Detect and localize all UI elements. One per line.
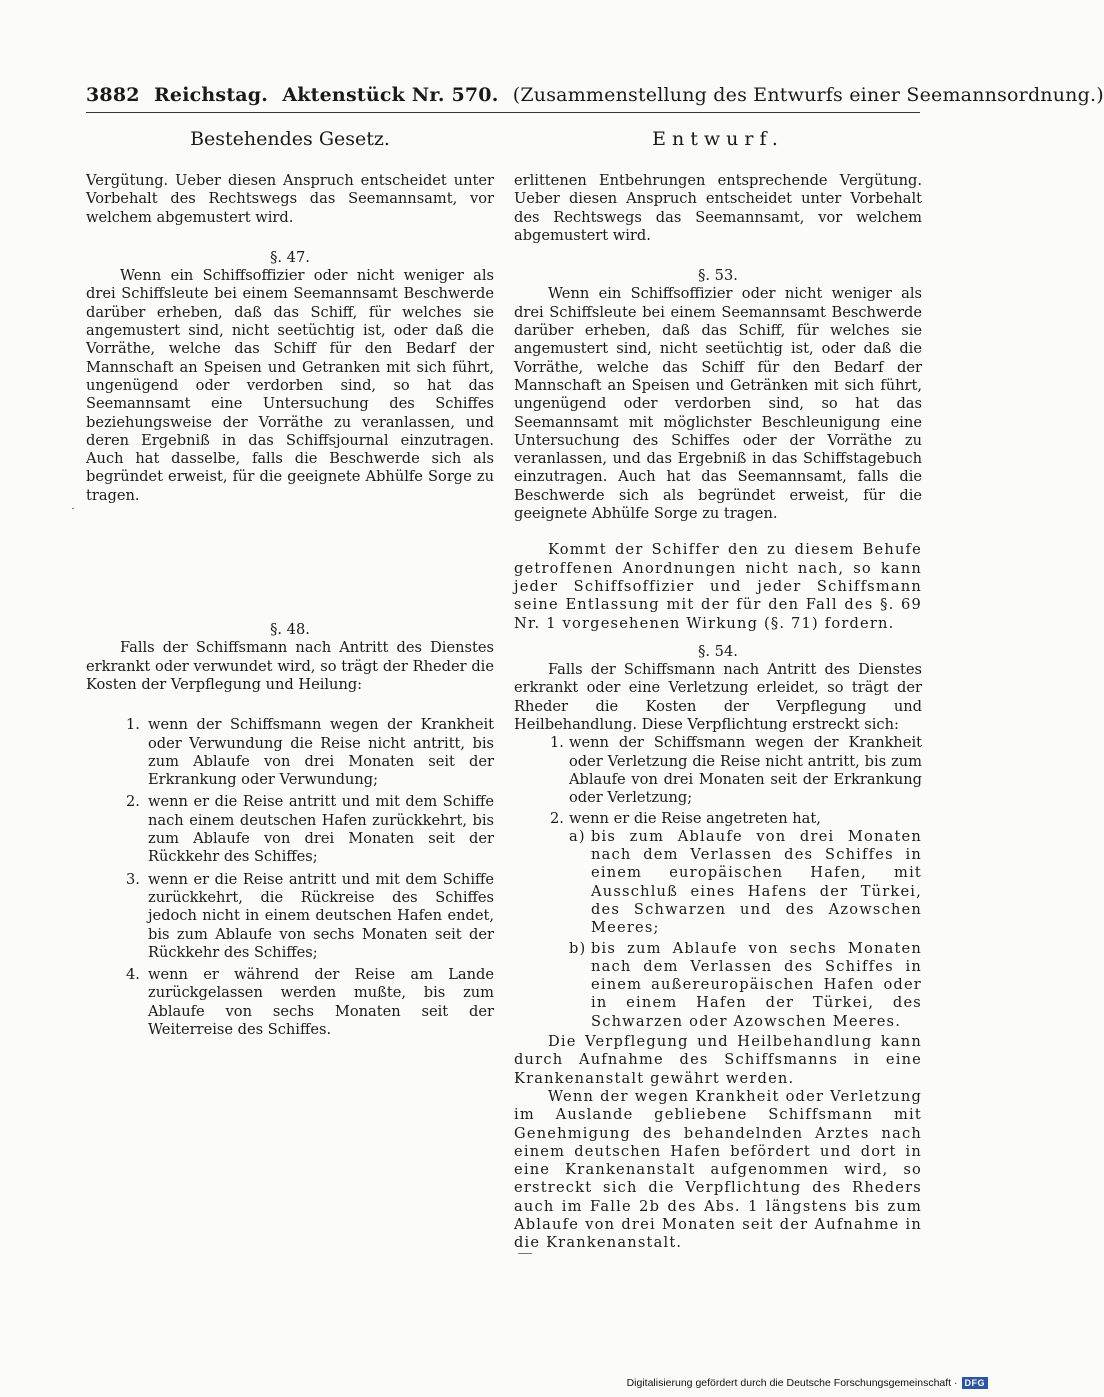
page-number: 3882: [86, 84, 140, 106]
list-item: 2. wenn er die Reise angetreten hat, a) bis zum Ablaufe von drei Monaten nach dem Verlassen des Schiffes in einem europäischen Hafen, mit Ausschluß eines Hafens der Türkei, des Schwarzen und des Azowschen Meeres; b) bis zum Ablaufe von sechs Monaten nach dem Verlassen des Schiffes in einem außereuropäischen Hafen oder in einem Hafen der Türkei, des Schwarzen oder Azowschen Meeres.: [550, 809, 922, 1030]
left-column-title: Bestehendes Gesetz.: [190, 128, 390, 150]
dfg-logo: DFG: [962, 1377, 989, 1389]
header-aktenstueck: Aktenstück Nr. 570.: [282, 84, 499, 106]
list-item: 1. wenn der Schiffsmann wegen der Krankheit oder Verletzung die Reise nicht antritt, bis zum Ablaufe von drei Monaten seit der Erkrankung oder Verletzung;: [550, 734, 922, 807]
sublist-item: a) bis zum Ablaufe von drei Monaten nach dem Verlassen des Schiffes in einem europäischen Hafen, mit Ausschluß eines Hafens der Türkei, des Schwarzen und des Azowschen Meeres;: [569, 827, 922, 937]
section-53-text: Wenn ein Schiffsoffizier oder nicht weniger als drei Schiffsleute bei einem Seemannsamt Beschwerde darüber erheben, daß das Schiff, für welches sie angemustert sind, nicht seetüchtig ist, oder daß die Vorräthe, welche das Schiff für den Bedarf der Mannschaft an Speisen und Getränken mit sich führt, ungenügend oder verdorben sind, so hat das Seemannsamt mit möglichster Beschleunigung eine Untersuchung des Schiffes oder der Vorräthe zu veranlassen, und das Ergebniß in das Schiffstagebuch einzutragen. Auch hat das Seemannsamt, falls die Beschwerde sich als begründet erweist, für die geeignete Abhülfe Sorge zu tragen.: [514, 285, 922, 523]
section-47-heading: §. 47.: [270, 248, 310, 266]
section-54-text: Falls der Schiffsmann nach Antritt des Dienstes erkrankt oder eine Verletzung erleidet, so trägt der Rheder die Kosten der Verpflegung und Heilbehandlung. Diese Verpflichtung erstreckt sich:: [514, 661, 922, 734]
page-header: [86, 84, 1104, 106]
page-footer: [627, 1377, 988, 1389]
right-column-draft: [514, 128, 922, 1253]
section-48-text: Falls der Schiffsmann nach Antritt des Dienstes erkrankt oder verwundet wird, so trägt der Rheder die Kosten der Verpflegung und Heilung:: [86, 639, 494, 693]
list-item: 1. wenn der Schiffsmann wegen der Krankheit oder Verwundung die Reise nicht antritt, bis zum Ablaufe von drei Monaten seit der Erkrankung oder Verwundung;: [126, 716, 494, 789]
section-54-heading: §. 54.: [698, 642, 738, 660]
section-54-list: [514, 734, 922, 1031]
section-54-sublist: [569, 828, 922, 1031]
section-48-heading: §. 48.: [270, 621, 310, 639]
section-54-text-2: Die Verpflegung und Heilbehandlung kann durch Aufnahme des Schiffsmanns in eine Krankenanstalt gewährt werden.: [514, 1033, 922, 1087]
list-item: 3. wenn er die Reise antritt und mit dem Schiffe zurückkehrt, die Rückreise des Schiffes jedoch nicht in einem deutschen Hafen endet, bis zum Ablaufe von sechs Monaten seit der Rückkehr des Schiffes;: [126, 870, 494, 961]
footer-credit: Digitalisierung gefördert durch die Deutsche Forschungsgemeinschaft ·: [626, 1377, 958, 1389]
section-47-text: Wenn ein Schiffsoffizier oder nicht weniger als drei Schiffsleute bei einem Seemannsamt Beschwerde darüber erheben, daß das Schiff, für welches sie angemustert sind, nicht seetüchtig ist, oder daß die Vorräthe, welche das Schiff für den Bedarf der Mannschaft an Speisen und Getranken mit sich führt, ungenügend oder verdorben sind, so hat das Seemannsamt eine Untersuchung des Schiffes beziehungsweise der Vorräthe zu veranlassen, und deren Ergebniß in das Schiffsjournal einzutragen. Auch hat dasselbe, falls die Beschwerde sich als begründet erweist, für die geeignete Abhülfe Sorge zu tragen.: [86, 267, 494, 504]
print-speck: [518, 1253, 532, 1254]
left-intro-paragraph: Vergütung. Ueber diesen Anspruch entscheidet unter Vorbehalt des Rechtswegs das Seemannsamt, vor welchem abgemustert wird.: [86, 172, 494, 226]
section-53-text-2: Kommt der Schiffer den zu diesem Behufe getroffenen Anordnungen nicht nach, so kann jeder Schiffsoffizier und jeder Schiffsmann seine Entlassung mit der für den Fall des §. 69 Nr. 1 vorgesehenen Wirkung (§. 71) fordern.: [514, 541, 922, 632]
header-reichstag: Reichstag.: [153, 84, 269, 106]
print-speck: [72, 508, 74, 509]
list-item: 2. wenn er die Reise antritt und mit dem Schiffe nach einem deutschen Hafen zurückkehrt, bis zum Ablaufe von drei Monaten seit der Rückkehr des Schiffes;: [126, 793, 494, 866]
right-column-title: Entwurf.: [652, 128, 784, 150]
right-intro-paragraph: erlittenen Entbehrungen entsprechende Vergütung. Ueber diesen Anspruch entscheidet unter Vorbehalt des Rechtswegs das Seemannsamt, vor welchem abgemustert wird.: [514, 172, 922, 244]
list-item: 4. wenn er während der Reise am Lande zurückgelassen werden mußte, bis zum Ablaufe von sechs Monaten seit der Weiterreise des Schiffes.: [126, 966, 494, 1038]
section-54-text-3: Wenn der wegen Krankheit oder Verletzung im Auslande gebliebene Schiffsmann mit Genehmigung des behandelnden Arztes nach einem deutschen Hafen befördert und dort in eine Krankenanstalt aufgenommen wird, so erstreckt sich die Verpflichtung des Rheders auch im Falle 2b des Abs. 1 längstens bis zum Ablaufe von drei Monaten seit der Aufnahme in die Krankenanstalt.: [514, 1087, 922, 1252]
sublist-item: b) bis zum Ablaufe von sechs Monaten nach dem Verlassen des Schiffes in einem außereuropäischen Hafen oder in einem Hafen der Türkei, des Schwarzen oder Azowschen Meeres.: [569, 939, 922, 1030]
section-53-heading: §. 53.: [698, 267, 738, 285]
left-column-existing-law: [86, 128, 494, 1043]
header-rule: [86, 112, 920, 113]
section-48-list: [86, 716, 494, 1039]
header-subtitle: (Zusammenstellung des Entwurfs einer Seemannsordnung.): [512, 84, 1104, 106]
